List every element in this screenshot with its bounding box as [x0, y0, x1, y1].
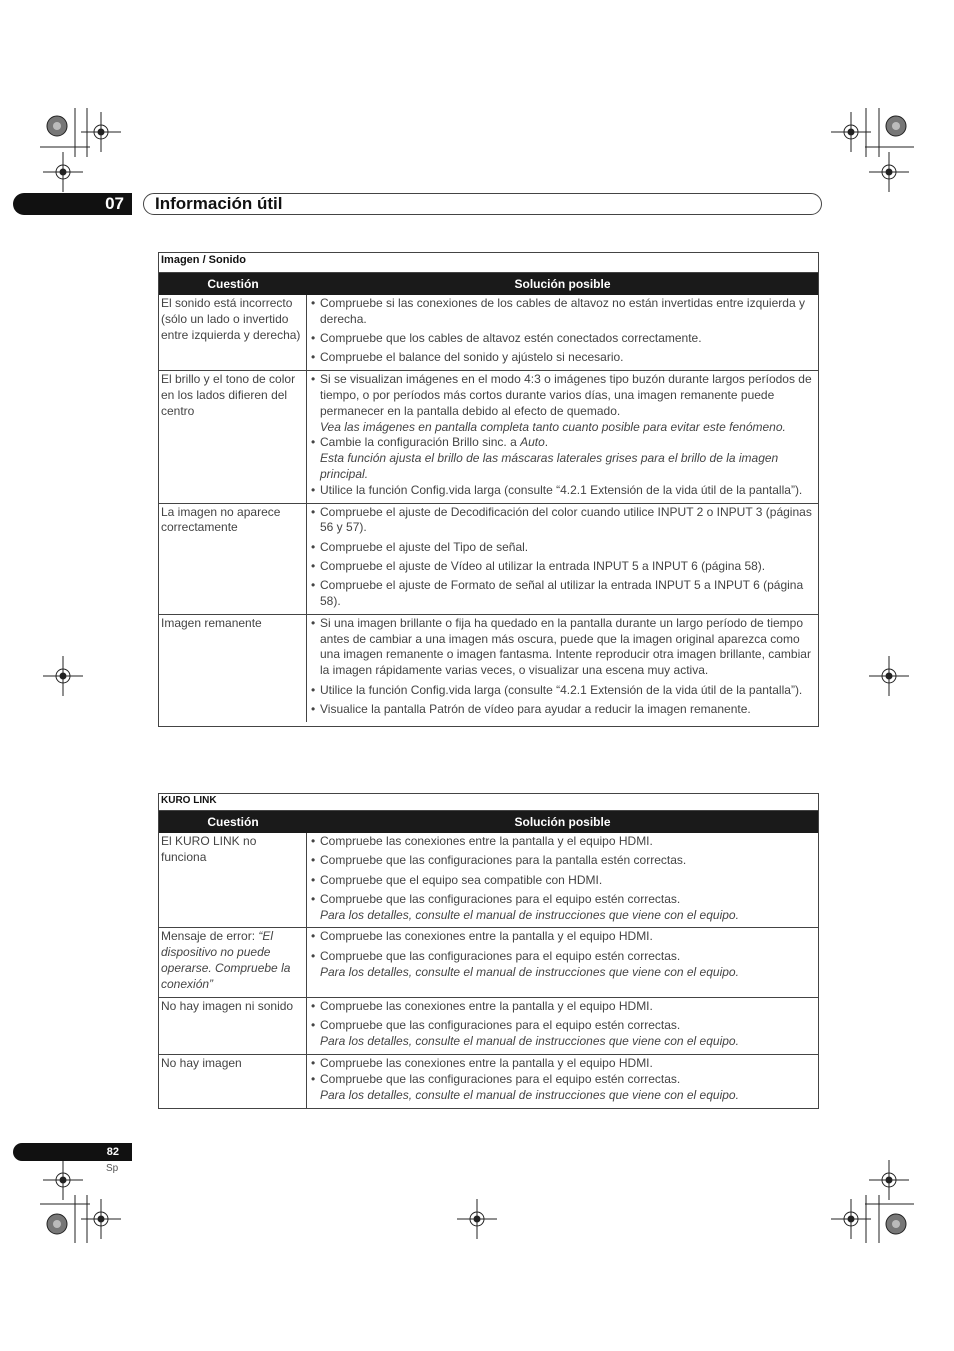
- issue-cell: No hay imagen: [159, 1055, 307, 1108]
- solution-item: • Visualice la pantalla Patrón de vídeo para ayudar a reducir la imagen remanente.: [311, 702, 816, 718]
- solution-cell: [307, 1055, 818, 1108]
- table-row: [159, 1054, 818, 1108]
- page-language: Sp: [106, 1163, 119, 1174]
- chapter-title: Información útil: [143, 193, 822, 215]
- header-solucion: Solución posible: [514, 277, 611, 291]
- solution-item: [311, 949, 816, 981]
- table-imagen-sonido: [158, 252, 819, 727]
- table-kuro-link: [158, 793, 819, 1109]
- page-number: 82: [13, 1143, 132, 1161]
- solution-text: Compruebe que las configuraciones para el equipo estén correctas.: [320, 891, 681, 906]
- solution-item: [311, 372, 816, 435]
- solution-item: • Compruebe si las conexiones de los cables de altavoz no están invertidas entre izquierda y derecha.: [311, 296, 816, 328]
- issue-cell: El brillo y el tono de color en los lados difieren del centro: [159, 371, 307, 502]
- issue-cell: [159, 928, 307, 996]
- table-row: [159, 503, 818, 614]
- solution-item: • Utilice la función Config.vida larga (consulte “4.2.1 Extensión de la vida útil de la pantalla”).: [311, 683, 816, 699]
- solution-value: Auto: [520, 435, 545, 450]
- solution-note: Para los detalles, consulte el manual de instrucciones que viene con el equipo.: [320, 907, 739, 922]
- solution-text: Compruebe que las configuraciones para el equipo estén correctas.: [320, 1072, 681, 1087]
- solution-item: • Compruebe las conexiones entre la pantalla y el equipo HDMI.: [311, 999, 816, 1015]
- solution-item: • Compruebe el balance del sonido y ajústelo si necesario.: [311, 350, 816, 366]
- solution-text: Compruebe que las configuraciones para el equipo estén correctas.: [320, 948, 681, 963]
- solution-punct: .: [544, 435, 549, 450]
- issue-cell: El KURO LINK no funciona: [159, 833, 307, 927]
- solution-item: • Compruebe las conexiones entre la pantalla y el equipo HDMI.: [311, 1056, 816, 1072]
- chapter-number: 07: [13, 193, 132, 215]
- table-header: [159, 811, 818, 833]
- solution-item: • Compruebe que las configuraciones para la pantalla estén correctas.: [311, 853, 816, 869]
- section-label: KURO LINK: [159, 794, 818, 811]
- table-row: [159, 295, 818, 370]
- solution-cell: [307, 833, 818, 927]
- solution-cell: [307, 295, 818, 370]
- solution-item: [311, 892, 816, 924]
- solution-item: • Compruebe que los cables de altavoz estén conectados correctamente.: [311, 331, 816, 347]
- solution-item: [311, 1072, 816, 1104]
- solution-note: Esta función ajusta el brillo de las máscaras laterales grises para el brillo de la imagen principal.: [320, 451, 779, 481]
- solution-note: Vea las imágenes en pantalla completa tanto cuanto posible para evitar este fenómeno.: [320, 419, 786, 434]
- issue-cell: Imagen remanente: [159, 615, 307, 722]
- section-label: Imagen / Sonido: [159, 253, 818, 273]
- issue-prefix: Mensaje de error:: [161, 929, 259, 944]
- solution-note: Para los detalles, consulte el manual de instrucciones que viene con el equipo.: [320, 1033, 739, 1048]
- solution-text: Compruebe que las configuraciones para el equipo estén correctas.: [320, 1017, 681, 1032]
- issue-cell: No hay imagen ni sonido: [159, 998, 307, 1054]
- solution-item: • Utilice la función Config.vida larga (consulte “4.2.1 Extensión de la vida útil de la pantalla”).: [311, 483, 816, 499]
- issue-cell: El sonido está incorrecto (sólo un lado o invertido entre izquierda y derecha): [159, 295, 307, 370]
- header-solucion: Solución posible: [514, 815, 611, 829]
- solution-cell: [307, 371, 818, 502]
- table-row: [159, 997, 818, 1054]
- solution-cell: [307, 615, 818, 722]
- solution-item: [311, 435, 816, 482]
- solution-cell: [307, 998, 818, 1054]
- solution-cell: [307, 504, 818, 614]
- solution-note: Para los detalles, consulte el manual de instrucciones que viene con el equipo.: [320, 964, 739, 979]
- solution-note: Para los detalles, consulte el manual de instrucciones que viene con el equipo.: [320, 1088, 739, 1103]
- solution-item: [311, 1018, 816, 1050]
- header-cuestion: Cuestión: [207, 277, 259, 291]
- issue-message: “El dispositivo no puede operarse. Compruebe la conexión”: [161, 929, 291, 991]
- issue-cell: La imagen no aparece correctamente: [159, 504, 307, 614]
- solution-item: • Compruebe que el equipo sea compatible con HDMI.: [311, 873, 816, 889]
- header-cuestion: Cuestión: [207, 815, 259, 829]
- solution-cell: [307, 928, 818, 996]
- solution-text: Si se visualizan imágenes en el modo 4:3 o imágenes tipo buzón durante largos períodos de tiempo, o por períodos más cortos durante varios días, una imagen remanente puede permanecer en la pantalla debido al efecto de quemado.: [320, 372, 812, 418]
- solution-item: • Compruebe el ajuste de Vídeo al utilizar la entrada INPUT 5 a INPUT 6 (página 58).: [311, 559, 816, 575]
- table-row: [159, 370, 818, 502]
- solution-item: • Compruebe el ajuste de Decodificación del color cuando utilice INPUT 2 o INPUT 3 (páginas 56 y 57).: [311, 505, 816, 537]
- table-row: [159, 927, 818, 996]
- solution-item: • Si una imagen brillante o fija ha quedado en la pantalla durante un largo período de tiempo antes de cambiar a una imagen más oscura, puede que la imagen original aparezca como una imagen remanente o imagen fantasma. Intente reproducir otra imagen brillante, cambiar la imagen rápidamente varias veces, o visualizar una escena muy activa.: [311, 616, 816, 679]
- solution-text: Cambie la configuración Brillo sinc. a: [320, 435, 521, 450]
- solution-item: • Compruebe las conexiones entre la pantalla y el equipo HDMI.: [311, 834, 816, 850]
- solution-item: • Compruebe el ajuste del Tipo de señal.: [311, 540, 816, 556]
- solution-item: • Compruebe el ajuste de Formato de señal al utilizar la entrada INPUT 5 a INPUT 6 (página 58).: [311, 578, 816, 610]
- solution-item: • Compruebe las conexiones entre la pantalla y el equipo HDMI.: [311, 929, 816, 945]
- table-row: [159, 833, 818, 927]
- table-row: [159, 614, 818, 726]
- table-header: [159, 273, 818, 295]
